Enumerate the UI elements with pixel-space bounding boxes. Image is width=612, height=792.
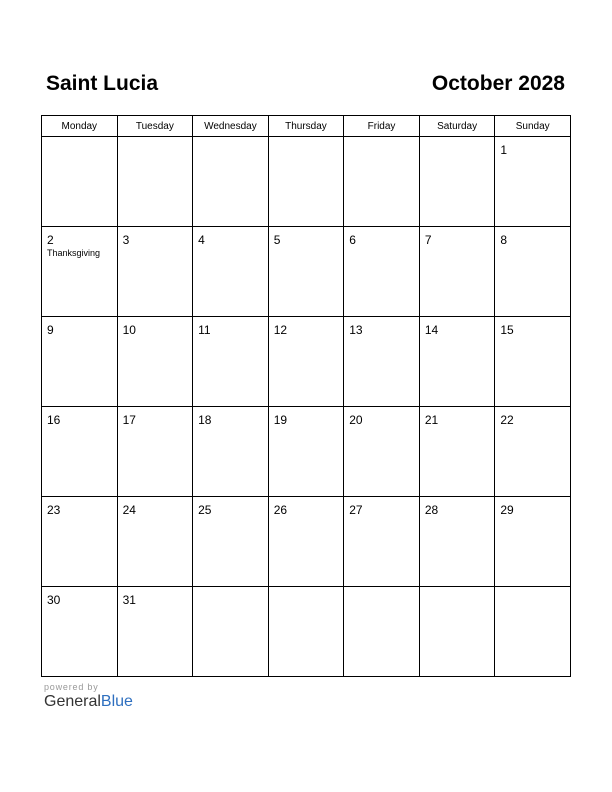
day-cell <box>344 227 420 317</box>
day-number: 20 <box>349 413 363 427</box>
weekday-saturday: Saturday <box>419 116 495 137</box>
day-cell-content <box>42 497 117 517</box>
day-cell <box>42 497 118 587</box>
day-number: 28 <box>424 503 439 517</box>
weekday-friday: Friday <box>344 116 420 137</box>
day-cell-content <box>344 587 419 593</box>
day-number: 13 <box>349 323 363 337</box>
day-cell <box>419 587 495 677</box>
day-cell <box>117 317 193 407</box>
day-cell-content <box>495 317 570 337</box>
day-cell-content <box>42 407 117 427</box>
day-cell <box>193 587 269 677</box>
day-cell <box>117 227 193 317</box>
week-row <box>42 227 571 317</box>
day-cell-content <box>420 407 495 427</box>
day-cell-content <box>193 407 268 427</box>
day-cell <box>268 407 344 497</box>
day-cell <box>193 407 269 497</box>
day-cell <box>344 137 420 227</box>
holiday-label: Thanksgiving <box>47 248 101 258</box>
logo-general-text: General <box>44 693 101 710</box>
day-cell-content <box>344 407 419 427</box>
day-number: 29 <box>500 503 514 517</box>
day-cell <box>495 587 571 677</box>
day-number: 9 <box>47 323 54 337</box>
powered-by-label: powered by <box>44 682 99 692</box>
day-cell-content <box>42 137 117 143</box>
day-cell <box>193 317 269 407</box>
day-cell <box>419 137 495 227</box>
day-cell-content <box>42 587 117 607</box>
day-cell <box>117 497 193 587</box>
day-cell-content <box>420 317 495 337</box>
day-number: 12 <box>273 323 288 337</box>
weekday-tuesday: Tuesday <box>117 116 193 137</box>
day-number: 18 <box>198 413 212 427</box>
day-number: 1 <box>500 143 508 157</box>
day-cell-content <box>420 137 495 143</box>
day-cell-content <box>420 587 495 593</box>
day-cell-content <box>118 497 193 517</box>
generalblue-logo[interactable] <box>44 693 133 711</box>
day-cell-content <box>42 317 117 337</box>
day-number: 6 <box>349 233 356 247</box>
day-cell-content <box>344 497 419 517</box>
day-cell <box>117 587 193 677</box>
day-cell <box>419 317 495 407</box>
day-cell-content <box>495 227 570 247</box>
day-number: 31 <box>122 593 136 607</box>
day-number: 19 <box>273 413 288 427</box>
weekday-monday: Monday <box>42 116 118 137</box>
footer-branding <box>44 682 133 711</box>
day-cell <box>268 317 344 407</box>
weekday-header-row <box>42 116 571 137</box>
day-cell-content <box>420 497 495 517</box>
day-cell-content <box>495 587 570 593</box>
day-cell-content <box>42 227 117 259</box>
day-cell <box>495 497 571 587</box>
day-number: 24 <box>122 503 136 517</box>
day-number: 23 <box>47 503 61 517</box>
day-cell <box>42 407 118 497</box>
day-cell-content <box>269 497 344 517</box>
day-cell <box>42 317 118 407</box>
month-title: October 2028 <box>431 72 565 95</box>
day-cell-content <box>118 587 193 607</box>
day-cell-content <box>118 317 193 337</box>
day-number: 27 <box>349 503 363 517</box>
weekday-thursday: Thursday <box>268 116 344 137</box>
day-number: 5 <box>273 233 281 247</box>
day-cell-content <box>193 497 268 517</box>
day-number: 8 <box>500 233 508 247</box>
day-cell <box>419 497 495 587</box>
day-cell <box>193 137 269 227</box>
week-row <box>42 587 571 677</box>
calendar-body <box>42 137 571 677</box>
day-cell <box>268 137 344 227</box>
day-cell <box>268 587 344 677</box>
weekday-sunday: Sunday <box>495 116 571 137</box>
day-cell-content <box>118 407 193 427</box>
day-cell-content <box>344 317 419 337</box>
day-cell <box>495 227 571 317</box>
day-cell-content <box>269 317 344 337</box>
day-cell <box>495 407 571 497</box>
day-cell-content <box>193 137 268 143</box>
day-cell-content <box>118 137 193 143</box>
day-cell-content <box>495 497 570 517</box>
day-number: 15 <box>500 323 514 337</box>
day-cell <box>419 227 495 317</box>
day-number: 26 <box>273 503 288 517</box>
day-number: 17 <box>122 413 136 427</box>
day-number: 16 <box>47 413 61 427</box>
day-cell-content <box>269 407 344 427</box>
day-cell-content <box>495 407 570 427</box>
day-cell <box>419 407 495 497</box>
day-cell <box>117 407 193 497</box>
week-row <box>42 317 571 407</box>
day-number: 3 <box>122 233 130 247</box>
day-cell-content <box>269 227 344 247</box>
day-cell <box>344 317 420 407</box>
day-number: 14 <box>424 323 439 337</box>
day-cell-content <box>193 587 268 593</box>
day-cell <box>193 497 269 587</box>
day-cell <box>193 227 269 317</box>
week-row <box>42 497 571 587</box>
day-cell-content <box>118 227 193 247</box>
day-cell <box>117 137 193 227</box>
day-number: 7 <box>424 233 432 247</box>
day-number: 25 <box>198 503 212 517</box>
day-number: 30 <box>47 593 61 607</box>
day-cell <box>42 137 118 227</box>
day-cell <box>268 227 344 317</box>
day-cell-content <box>344 137 419 143</box>
country-title: Saint Lucia <box>46 72 159 95</box>
day-cell <box>344 407 420 497</box>
day-number: 4 <box>198 233 205 247</box>
calendar-grid <box>41 115 571 677</box>
weekday-wednesday: Wednesday <box>193 116 269 137</box>
day-number: 10 <box>122 323 136 337</box>
week-row <box>42 407 571 497</box>
day-number: 2 <box>47 233 54 247</box>
day-cell <box>344 497 420 587</box>
day-cell-content <box>495 137 570 157</box>
day-cell-content <box>193 317 268 337</box>
day-cell <box>344 587 420 677</box>
day-cell-content <box>344 227 419 247</box>
day-number: 11 <box>198 323 211 337</box>
week-row <box>42 137 571 227</box>
day-number: 22 <box>500 413 514 427</box>
day-cell <box>495 317 571 407</box>
day-cell <box>42 227 118 317</box>
day-cell-content <box>269 587 344 593</box>
day-cell-content <box>193 227 268 247</box>
logo-blue-text: Blue <box>100 693 133 710</box>
day-cell-content <box>269 137 344 143</box>
day-cell <box>495 137 571 227</box>
day-cell <box>42 587 118 677</box>
day-cell-content <box>420 227 495 247</box>
day-cell <box>268 497 344 587</box>
day-number: 21 <box>424 413 439 427</box>
